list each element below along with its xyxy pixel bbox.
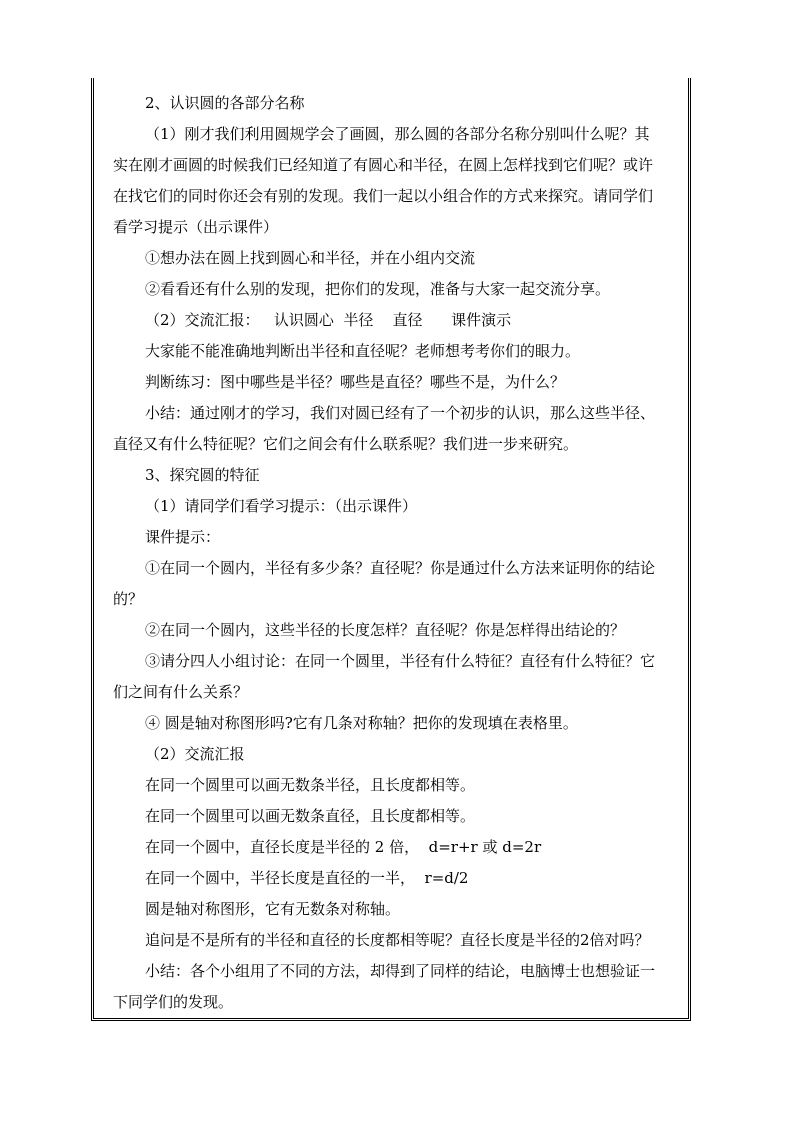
- lesson-content: [113, 88, 681, 1018]
- section-3-followup: 追问是不是所有的半径和直径的长度都相等呢？直径长度是半径的2倍对吗？: [145, 931, 650, 949]
- paragraph-line: （1）刚才我们利用圆规学会了画圆，那么圆的各部分名称分别叫什么呢？其: [145, 125, 650, 143]
- section-2-report: （2）交流汇报： 认识圆心 半径 直径 课件演示: [145, 311, 512, 329]
- section-3-heading: 3、探究圆的特征: [145, 466, 260, 484]
- result-diameter: 在同一个圆里可以画无数条直径，且长度都相等。: [145, 807, 476, 825]
- section-3-tip-4: ④ 圆是轴对称图形吗?它有几条对称轴？把你的发现填在表格里。: [145, 714, 578, 732]
- lesson-table-cell: [91, 78, 691, 1021]
- section-2-tip-2: ②看看还有什么别的发现，把你们的发现，准备与大家一起交流分享。: [145, 280, 611, 298]
- result-radius-formula: 在同一个圆中，半径长度是直径的一半， r=d/2: [145, 869, 469, 887]
- section-3-tip-1: [113, 553, 681, 615]
- result-radius: 在同一个圆里可以画无数条半径，且长度都相等。: [145, 776, 476, 794]
- tip-line: 的？: [113, 590, 144, 608]
- section-3-prompt: （1）请同学们看学习提示：（出示课件）: [145, 497, 418, 515]
- paragraph-line: 实在刚才画圆的时候我们已经知道了有圆心和半径，在圆上怎样找到它们呢？或许: [113, 156, 654, 174]
- paragraph-line: 在找它们的同时你还会有别的发现。我们一起以小组合作的方式来探究。请同学们: [113, 187, 654, 205]
- summary-line: 下同学们的发现。: [113, 993, 234, 1011]
- section-3-summary: [113, 956, 681, 1018]
- section-2-question-1: 大家能不能准确地判断出半径和直径呢？老师想考考你们的眼力。: [145, 342, 581, 360]
- section-2-tip-1: ①想办法在圆上找到圆心和半径，并在小组内交流: [145, 249, 476, 267]
- summary-line: 直径又有什么特征呢？它们之间会有什么联系呢？我们进一步来研究。: [113, 435, 579, 453]
- section-3-tips-label: 课件提示：: [145, 528, 221, 546]
- paragraph-line: 看学习提示（出示课件）: [113, 218, 279, 236]
- section-2-paragraph-1: [113, 119, 681, 243]
- section-2-summary: [113, 398, 681, 460]
- tip-line: 们之间有什么关系？: [113, 683, 249, 701]
- result-symmetry: 圆是轴对称图形，它有无数条对称轴。: [145, 900, 401, 918]
- tip-line: ①在同一个圆内，半径有多少条？直径呢？你是通过什么方法来证明你的结论: [145, 559, 656, 577]
- section-3-report-heading: （2）交流汇报: [145, 745, 245, 763]
- section-2-heading: 2、认识圆的各部分名称: [145, 94, 305, 112]
- section-3-tip-3: [113, 646, 681, 708]
- summary-line: 小结：各个小组用了不同的方法，却得到了同样的结论，电脑博士也想验证一: [145, 962, 656, 980]
- section-3-tip-2: ②在同一个圆内，这些半径的长度怎样？直径呢？你是怎样得出结论的？: [145, 621, 626, 639]
- summary-line: 小结：通过刚才的学习，我们对圆已经有了一个初步的认识，那么这些半径、: [145, 404, 656, 422]
- tip-line: ③请分四人小组讨论：在同一个圆里，半径有什么特征？直径有什么特征？它: [145, 652, 656, 670]
- section-2-question-2: 判断练习：图中哪些是半径？哪些是直径？哪些不是，为什么？: [145, 373, 566, 391]
- result-diameter-formula: 在同一个圆中，直径长度是半径的 2 倍， d=r+r 或 d=2r: [145, 838, 542, 856]
